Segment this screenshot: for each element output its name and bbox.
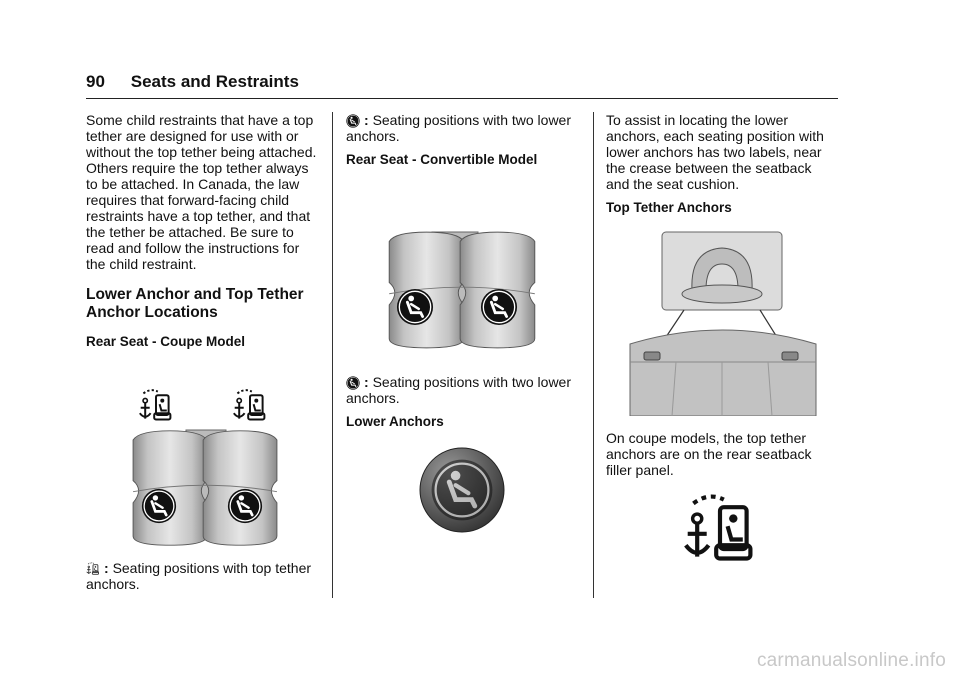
figure-caption: Rear Seat - Coupe Model — [86, 334, 246, 349]
figure-caption: Rear Seat - Convertible Model — [346, 152, 538, 167]
intro-paragraph: To assist in locating the lower anchors, each seating position with lower anchors has two labels, near the crease between the seatback and the seat cushion. — [606, 112, 824, 192]
lower-anchor-icon — [481, 289, 517, 325]
tether-anchor-icon — [140, 390, 171, 419]
section-title: Seats and Restraints — [130, 72, 299, 91]
intro-paragraph: Some child restraints that have a top tether are designed for use with or without the top tether being attached. Others require the top tether always to be attached. In Canada, the law requires that forward-facing child restraints have a top tether, and that the tether be attached. Be sure to read and follow the instructions for the child restraint. — [86, 112, 317, 272]
page-number: 90 — [86, 72, 105, 91]
legend-line: : Seating positions with two lower anchors. — [346, 374, 571, 406]
tether-anchor-symbol-figure — [606, 486, 838, 568]
header-rule — [86, 98, 838, 99]
lower-anchor-icon — [432, 460, 493, 521]
lower-anchor-icon — [346, 376, 360, 390]
lower-anchor-label-figure — [346, 440, 578, 540]
tether-anchor-icon — [686, 497, 751, 559]
lower-anchor-icon — [397, 289, 433, 325]
section-heading: Lower Anchor and Top Tether Anchor Locations — [86, 286, 304, 321]
watermark: carmanualsonline.info — [756, 650, 946, 671]
column-3 — [606, 112, 838, 568]
column-divider — [332, 112, 333, 598]
legend-line: : Seating positions with top tether anchors. — [86, 560, 312, 592]
lower-anchor-icon — [142, 489, 176, 523]
tether-anchor-icon — [234, 390, 265, 419]
column-2 — [346, 112, 578, 540]
column-1 — [86, 112, 322, 600]
body-paragraph: On coupe models, the top tether anchors are on the rear seatback filler panel. — [606, 430, 812, 478]
page-header — [86, 72, 299, 92]
top-tether-figure — [606, 226, 838, 416]
legend-line: : Seating positions with two lower anchors. — [346, 112, 571, 144]
lower-anchor-icon — [346, 114, 360, 128]
lower-anchor-icon — [228, 489, 262, 523]
figure-caption: Lower Anchors — [346, 414, 444, 429]
convertible-seat-figure — [346, 178, 578, 366]
coupe-seat-figure — [86, 360, 322, 560]
column-divider — [593, 112, 594, 598]
tether-anchor-icon — [86, 562, 100, 576]
figure-caption: Top Tether Anchors — [606, 200, 732, 215]
